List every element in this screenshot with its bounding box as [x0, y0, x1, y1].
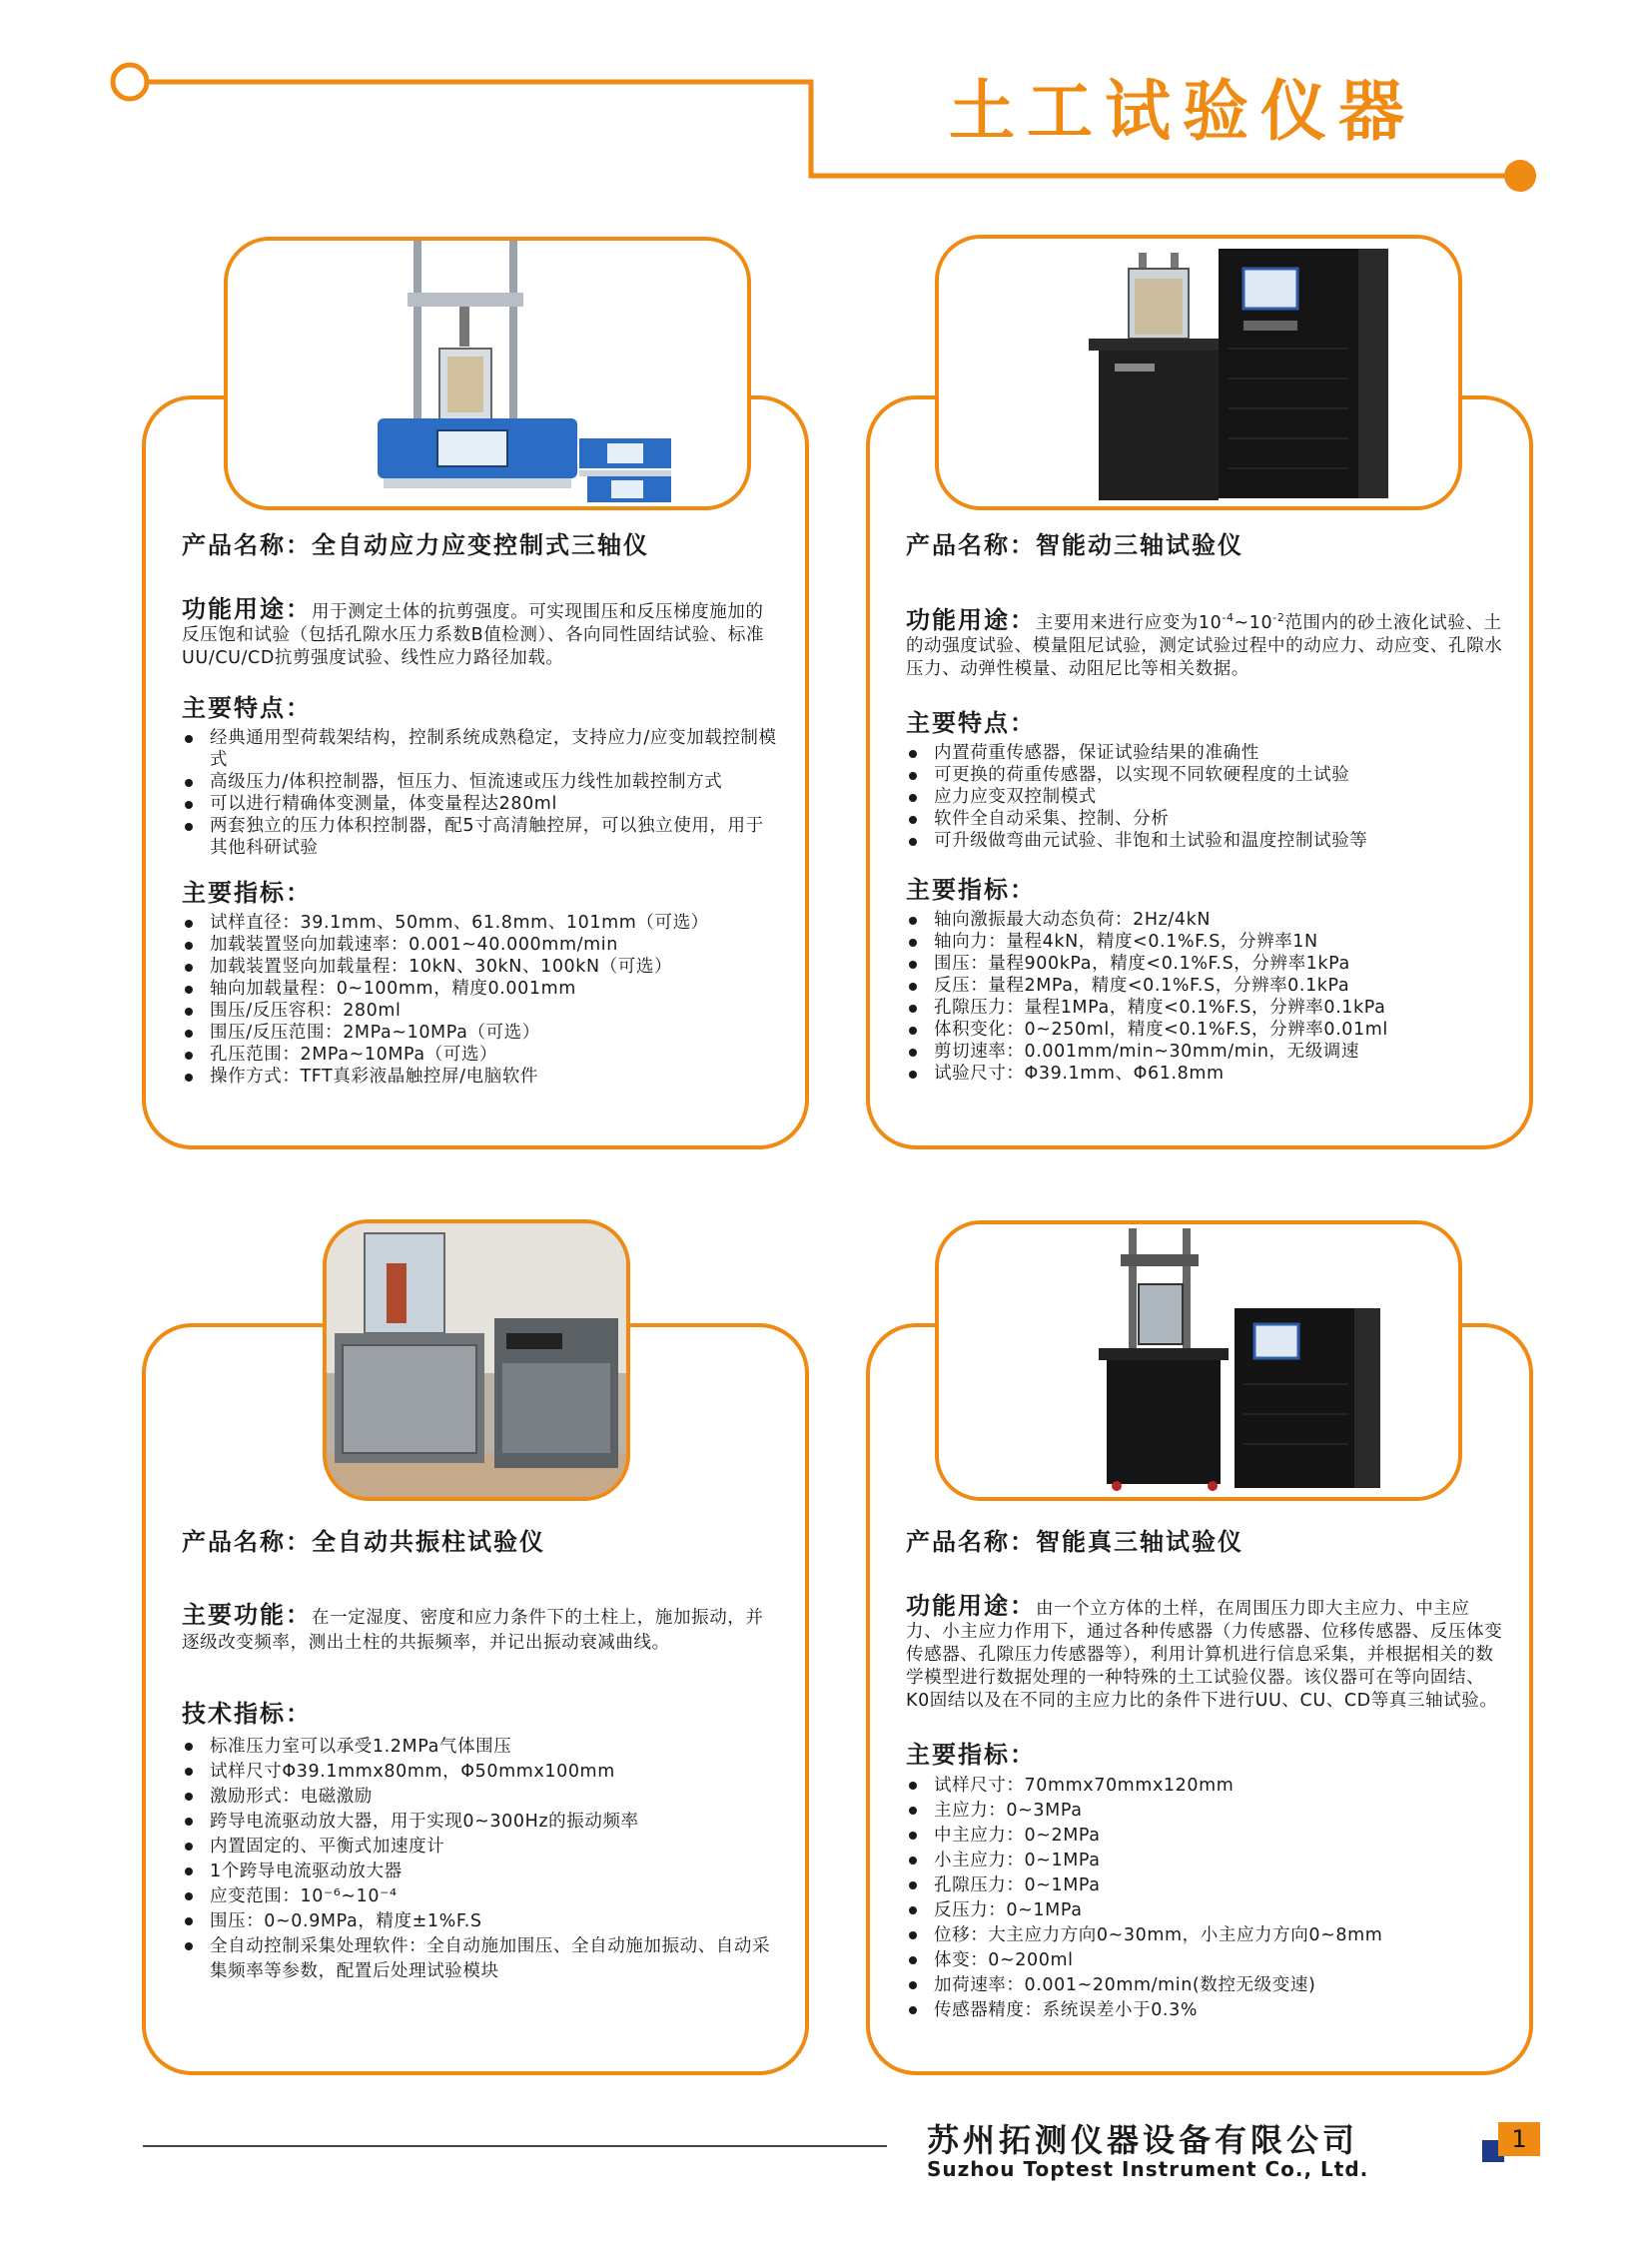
spec-list [182, 1735, 781, 1984]
resonant-column-image [327, 1223, 626, 1497]
spec-list [182, 912, 781, 1088]
function-description [182, 1603, 781, 1656]
dynamic-triaxial-image [939, 239, 1458, 506]
list-item: 反压：量程2MPa，精度<0.1%F.S，分辨率0.1kPa [906, 975, 1505, 997]
list-item: 围压/反压容积：280ml [182, 1000, 781, 1022]
list-item: 可升级做弯曲元试验、非饱和土试验和温度控制试验等 [906, 830, 1505, 852]
spec-list [906, 909, 1505, 1085]
list-item: 操作方式：TFT真彩液晶触控屏/电脑软件 [182, 1066, 781, 1088]
list-item: 位移：大主应力方向0~30mm，小主应力方向0~8mm [906, 1923, 1505, 1948]
page-number: 1 [1498, 2122, 1540, 2156]
list-item: 可更换的荷重传感器，以实现不同软硬程度的土试验 [906, 764, 1505, 786]
feature-list [182, 727, 781, 859]
list-item: 孔隙压力：量程1MPa，精度<0.1%F.S，分辨率0.1kPa [906, 997, 1505, 1019]
product-info-3 [182, 1522, 781, 1984]
product-image-frame-1 [224, 237, 751, 510]
list-item: 中主应力：0~2MPa [906, 1824, 1505, 1849]
function-description [182, 595, 781, 670]
list-item: 轴向力：量程4kN，精度<0.1%F.S，分辨率1N [906, 931, 1505, 953]
list-item: 激励形式：电磁激励 [182, 1785, 781, 1810]
section-heading: 主要特点： [906, 708, 1036, 737]
list-item: 剪切速率：0.001mm/min~30mm/min，无级调速 [906, 1041, 1505, 1063]
list-item: 轴向加载量程：0~100mm，精度0.001mm [182, 978, 781, 1000]
exponent: -2 [1272, 611, 1285, 624]
product-name: 智能真三轴试验仪 [1036, 1528, 1243, 1556]
list-item: 主应力：0~3MPa [906, 1799, 1505, 1824]
list-item: 可以进行精确体变测量，体变量程达280ml [182, 793, 781, 815]
function-description [906, 606, 1505, 681]
section-heading: 主要指标： [906, 1741, 1036, 1769]
product-info-1 [182, 525, 781, 1088]
function-label: 功能用途： [906, 605, 1036, 634]
company-name-en: Suzhou Toptest Instrument Co., Ltd. [927, 2157, 1369, 2181]
triaxial-apparatus-image [228, 241, 747, 506]
section-heading: 主要特点： [182, 694, 312, 722]
product-info-4 [906, 1522, 1505, 2023]
product-name: 全自动共振柱试验仪 [312, 1528, 545, 1556]
function-label: 主要功能： [182, 1601, 312, 1629]
list-item: 孔隙压力：0~1MPa [906, 1873, 1505, 1898]
product-name-label: 产品名称： [906, 1528, 1036, 1556]
list-item: 标准压力室可以承受1.2MPa气体围压 [182, 1735, 781, 1760]
product-name-label: 产品名称： [906, 531, 1036, 559]
list-item: 全自动控制采集处理软件：全自动施加围压、全自动施加振动、自动采集频率等参数，配置后处理试验模块 [182, 1934, 781, 1984]
list-item: 反压力：0~1MPa [906, 1898, 1505, 1923]
function-text-mid: ~10 [1234, 612, 1273, 633]
list-item: 试样直径：39.1mm、50mm、61.8mm、101mm（可选） [182, 912, 781, 934]
function-text-pre: 主要用来进行应变为10 [1036, 612, 1223, 633]
list-item: 轴向激振最大动态负荷：2Hz/4kN [906, 909, 1505, 931]
list-item: 体变：0~200ml [906, 1948, 1505, 1973]
list-item: 加荷速率：0.001~20mm/min(数控无级变速) [906, 1973, 1505, 1998]
function-text-post: 范围内的砂土液化试验、土的动强度试验、模量阻尼试验，测定试验过程中的动应力、动应变、孔隙水压力、动弹性模量、动阻尼比等相关数据。 [906, 612, 1503, 679]
list-item: 围压：量程900kPa，精度<0.1%F.S，分辨率1kPa [906, 953, 1505, 975]
list-item: 内置荷重传感器，保证试验结果的准确性 [906, 742, 1505, 764]
product-name: 智能动三轴试验仪 [1036, 531, 1243, 559]
product-image-frame-2 [935, 235, 1462, 510]
page-title: 土工试验仪器 [949, 73, 1416, 150]
company-name-cn: 苏州拓测仪器设备有限公司 [927, 2121, 1359, 2159]
function-label: 功能用途： [182, 595, 312, 623]
spec-list [906, 1774, 1505, 2023]
list-item: 体积变化：0~250ml，精度<0.1%F.S，分辨率0.01ml [906, 1019, 1505, 1041]
footer-divider [143, 2145, 887, 2147]
product-name-row [182, 1522, 781, 1557]
product-name-row [182, 525, 781, 560]
list-item: 1个跨导电流驱动放大器 [182, 1860, 781, 1884]
true-triaxial-image [939, 1224, 1458, 1497]
function-description [906, 1592, 1505, 1713]
list-item: 高级压力/体积控制器，恒压力、恒流速或压力线性加载控制方式 [182, 771, 781, 793]
list-item: 内置固定的、平衡式加速度计 [182, 1835, 781, 1860]
function-label: 功能用途： [906, 1592, 1036, 1620]
list-item: 试验尺寸：Φ39.1mm、Φ61.8mm [906, 1063, 1505, 1085]
product-info-2 [906, 525, 1505, 1085]
product-image-frame-4 [935, 1220, 1462, 1501]
product-name-row [906, 525, 1505, 560]
exponent: -4 [1222, 611, 1235, 624]
function-text: 由一个立方体的土样，在周围压力即大主应力、中主应力、小主应力作用下，通过各种传感器（力传感器、位移传感器、反压体变传感器、孔隙压力传感器等），利用计算机进行信息采集，并根据相关的数学模型进行数据处理的一种特殊的土工试验仪器。该仪器可在等向固结、K0固结以及在不同的主应力比的条件下进行UU、CU、CD等真三轴试验。 [906, 1599, 1503, 1711]
list-item: 应变范围：10⁻⁶~10⁻⁴ [182, 1884, 781, 1909]
product-image-frame-3 [323, 1219, 630, 1501]
product-name-label: 产品名称： [182, 1528, 312, 1556]
list-item: 经典通用型荷载架结构，控制系统成熟稳定，支持应力/应变加载控制模式 [182, 727, 781, 771]
section-heading: 技术指标： [182, 1700, 312, 1728]
product-name-row [906, 1522, 1505, 1557]
list-item: 软件全自动采集、控制、分析 [906, 808, 1505, 830]
list-item: 跨导电流驱动放大器，用于实现0~300Hz的振动频率 [182, 1810, 781, 1835]
function-text: 用于测定土体的抗剪强度。可实现围压和反压梯度施加的反压饱和试验（包括孔隙水压力系数B值检测）、各向同性固结试验、标准UU/CU/CD抗剪强度试验、线性应力路径加载。 [182, 602, 765, 668]
product-name-label: 产品名称： [182, 531, 312, 559]
list-item: 试样尺寸Φ39.1mmx80mm，Φ50mmx100mm [182, 1760, 781, 1785]
feature-list [906, 742, 1505, 852]
section-heading: 主要指标： [906, 875, 1036, 904]
list-item: 围压/反压范围：2MPa~10MPa（可选） [182, 1022, 781, 1044]
list-item: 应力应变双控制模式 [906, 786, 1505, 808]
list-item: 加载装置竖向加载速率：0.001~40.000mm/min [182, 934, 781, 956]
list-item: 小主应力：0~1MPa [906, 1849, 1505, 1873]
list-item: 传感器精度：系统误差小于0.3% [906, 1998, 1505, 2023]
list-item: 围压：0~0.9MPa，精度±1%F.S [182, 1909, 781, 1934]
list-item: 加载装置竖向加载量程：10kN、30kN、100kN（可选） [182, 956, 781, 978]
list-item: 试样尺寸：70mmx70mmx120mm [906, 1774, 1505, 1799]
product-name: 全自动应力应变控制式三轴仪 [312, 531, 649, 559]
function-text: 在一定湿度、密度和应力条件下的土柱上，施加振动，并逐级改变频率，测出土柱的共振频率，并记出振动衰减曲线。 [182, 1608, 764, 1653]
list-item: 两套独立的压力体积控制器，配5寸高清触控屏，可以独立使用，用于其他科研试验 [182, 815, 781, 859]
section-heading: 主要指标： [182, 879, 312, 907]
list-item: 孔压范围：2MPa~10MPa（可选） [182, 1044, 781, 1066]
